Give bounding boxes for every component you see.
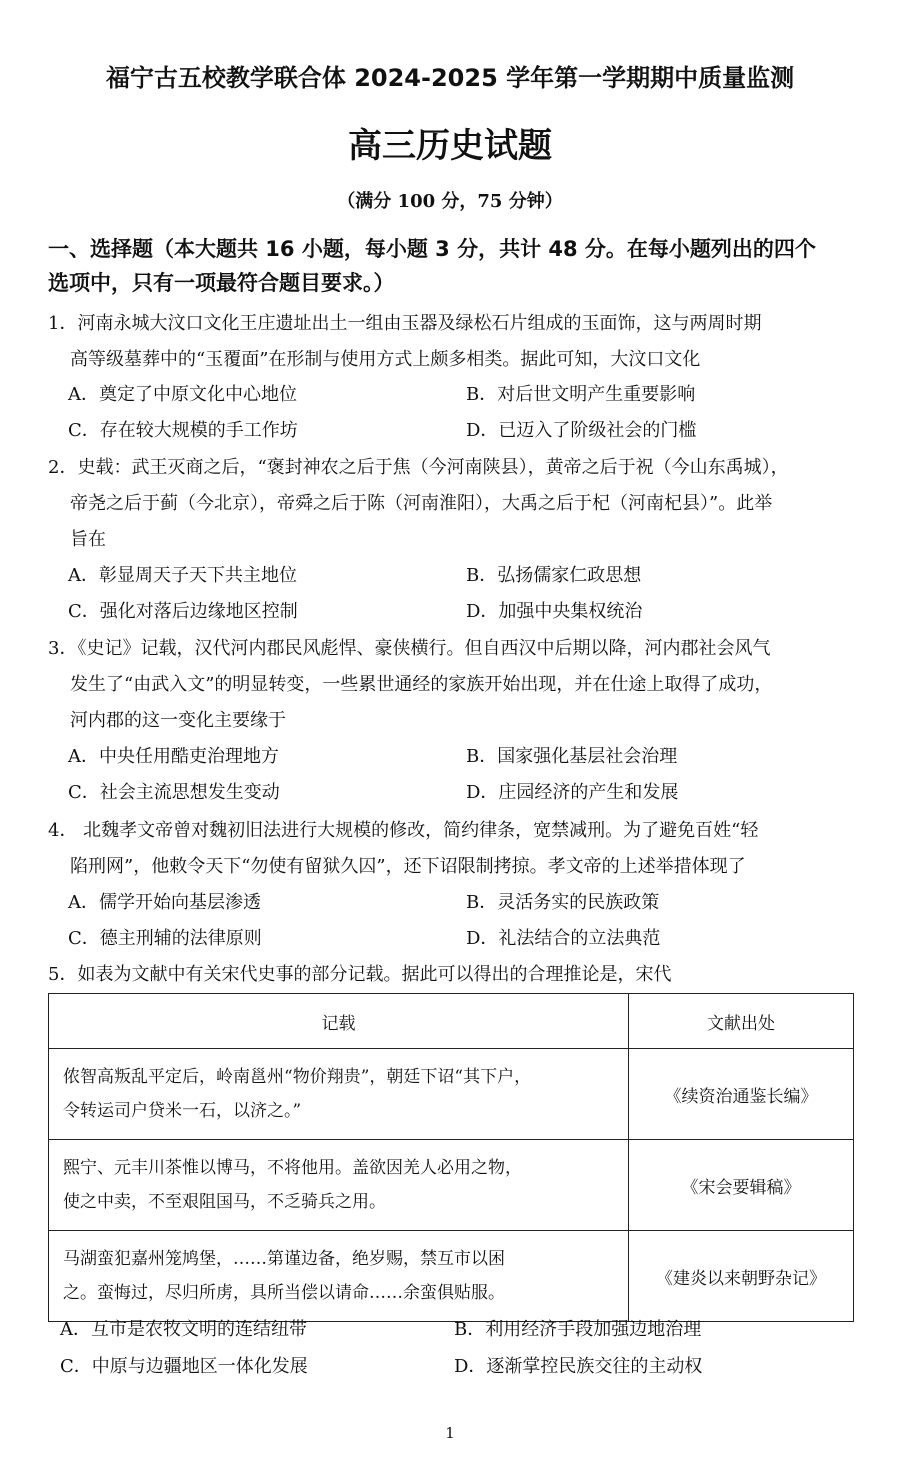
question-2-option-c: C．强化对落后边缘地区控制 [68,601,298,622]
table-header-row [49,994,854,1049]
question-4-option-a: A．儒学开始向基层渗透 [68,892,261,913]
stem-line: 1．河南永城大汶口文化王庄遗址出土一组由玉器及绿松石片组成的玉面饰，这与两周时期 [48,313,762,334]
question-5-option-d: D．逐渐掌控民族交往的主动权 [454,1356,703,1377]
stem-line: 发生了“由武入文”的明显转变，一些累世通经的家族开始出现，并在仕途上取得了成功， [70,674,773,695]
question-2-option-a: A．彰显周天子天下共主地位 [68,565,297,586]
question-5-option-c: C．中原与边疆地区一体化发展 [60,1356,308,1377]
question-2-option-d: D．加强中央集权统治 [466,601,643,622]
question-4-option-c: C．德主刑辅的法律原则 [68,928,262,949]
stem-line: 3．《史记》记载，汉代河内郡民风彪悍、豪侠横行。但自西汉中后期以降，河内郡社会风气 [48,638,771,659]
record-text-cell [49,1049,629,1140]
question-5-stem [48,957,863,993]
question-3-option-c: C．社会主流思想发生变动 [68,782,280,803]
stem-line: 4． 北魏孝文帝曾对魏初旧法进行大规模的修改，简约律条，宽禁减刑。为了避免百姓“轻 [48,820,759,841]
exam-title: 福宁古五校教学联合体 2024-2025 学年第一学期期中质量监测 [105,64,795,92]
page-number: 1 [445,1424,455,1442]
question-1-stem [48,306,863,378]
exam-subtitle: 高三历史试题 [348,126,552,166]
record-text-cell [49,1231,629,1322]
table-row [49,1231,854,1322]
question-1-option-b: B．对后世文明产生重要影响 [466,384,696,405]
question-1-option-c: C．存在较大规模的手工作坊 [68,420,298,441]
section-heading-line: 一、选择题（本大题共 16 小题，每小题 3 分，共计 48 分。在每小题列出的四个 [48,237,816,261]
stem-line: 旨在 [70,529,106,550]
table-row [49,1140,854,1231]
record-text-line: 马湖蛮犯嘉州笼鸠堡，……第谨边备，绝岁赐，禁互市以困 [63,1249,505,1269]
table-header-record: 记载 [49,994,629,1049]
question-5-option-a: A．互市是农牧文明的连结纽带 [60,1319,307,1340]
question-3-option-a: A．中央任用酷吏治理地方 [68,746,279,767]
stem-line: 帝尧之后于蓟（今北京），帝舜之后于陈（河南淮阳），大禹之后于杞（河南杞县）”。此举 [70,493,773,514]
question-3-option-b: B．国家强化基层社会治理 [466,746,678,767]
table-header-source: 文献出处 [629,994,854,1049]
record-text-line: 使之中卖，不至艰阻国马，不乏骑兵之用。 [63,1192,386,1212]
stem-line: 5．如表为文献中有关宋代史事的部分记载。据此可以得出的合理推论是，宋代 [48,964,672,985]
question-1-option-d: D．已迈入了阶级社会的门槛 [466,420,697,441]
records-table [48,993,854,1322]
question-4-option-b: B．灵活务实的民族政策 [466,892,660,913]
question-1-option-a: A．奠定了中原文化中心地位 [68,384,297,405]
record-text-line: 侬智高叛乱平定后，岭南邕州“物价翔贵”，朝廷下诏“其下户， [63,1067,532,1087]
section-heading [48,232,868,300]
record-text-line: 熙宁、元丰川茶惟以博马，不将他用。盖欲因羌人必用之物， [63,1158,522,1178]
record-text-line: 之。蛮悔过，尽归所虏，具所当偿以请命……余蛮俱贴服。 [63,1283,505,1303]
stem-line: 高等级墓葬中的“玉覆面”在形制与使用方式上颇多相类。据此可知，大汶口文化 [70,349,701,370]
question-2-option-b: B．弘扬儒家仁政思想 [466,565,642,586]
question-2-stem [48,450,863,558]
question-3-stem [48,631,863,739]
question-4-option-d: D．礼法结合的立法典范 [466,928,661,949]
record-text-cell [49,1140,629,1231]
record-source-cell: 《宋会要辑稿》 [629,1140,854,1231]
record-source-cell: 《建炎以来朝野杂记》 [629,1231,854,1322]
record-text-line: 令转运司户贷米一石，以济之。” [63,1101,302,1121]
question-4-stem [48,813,863,885]
question-3-option-d: D．庄园经济的产生和发展 [466,782,679,803]
question-5-option-b: B．利用经济手段加强边地治理 [454,1319,702,1340]
table-row [49,1049,854,1140]
stem-line: 河内郡的这一变化主要缘于 [70,710,286,731]
record-source-cell: 《续资治通鉴长编》 [629,1049,854,1140]
stem-line: 陷刑网”，他敕令天下“勿使有留狱久囚”，还下诏限制拷掠。孝文帝的上述举措体现了 [70,856,746,877]
score-note: （满分 100 分，75 分钟） [337,191,563,212]
stem-line: 2．史载：武王灭商之后，“褒封神农之后于焦（今河南陕县），黄帝之后于祝（今山东禹城）， [48,457,789,478]
section-heading-line: 选项中，只有一项最符合题目要求。） [48,271,395,295]
